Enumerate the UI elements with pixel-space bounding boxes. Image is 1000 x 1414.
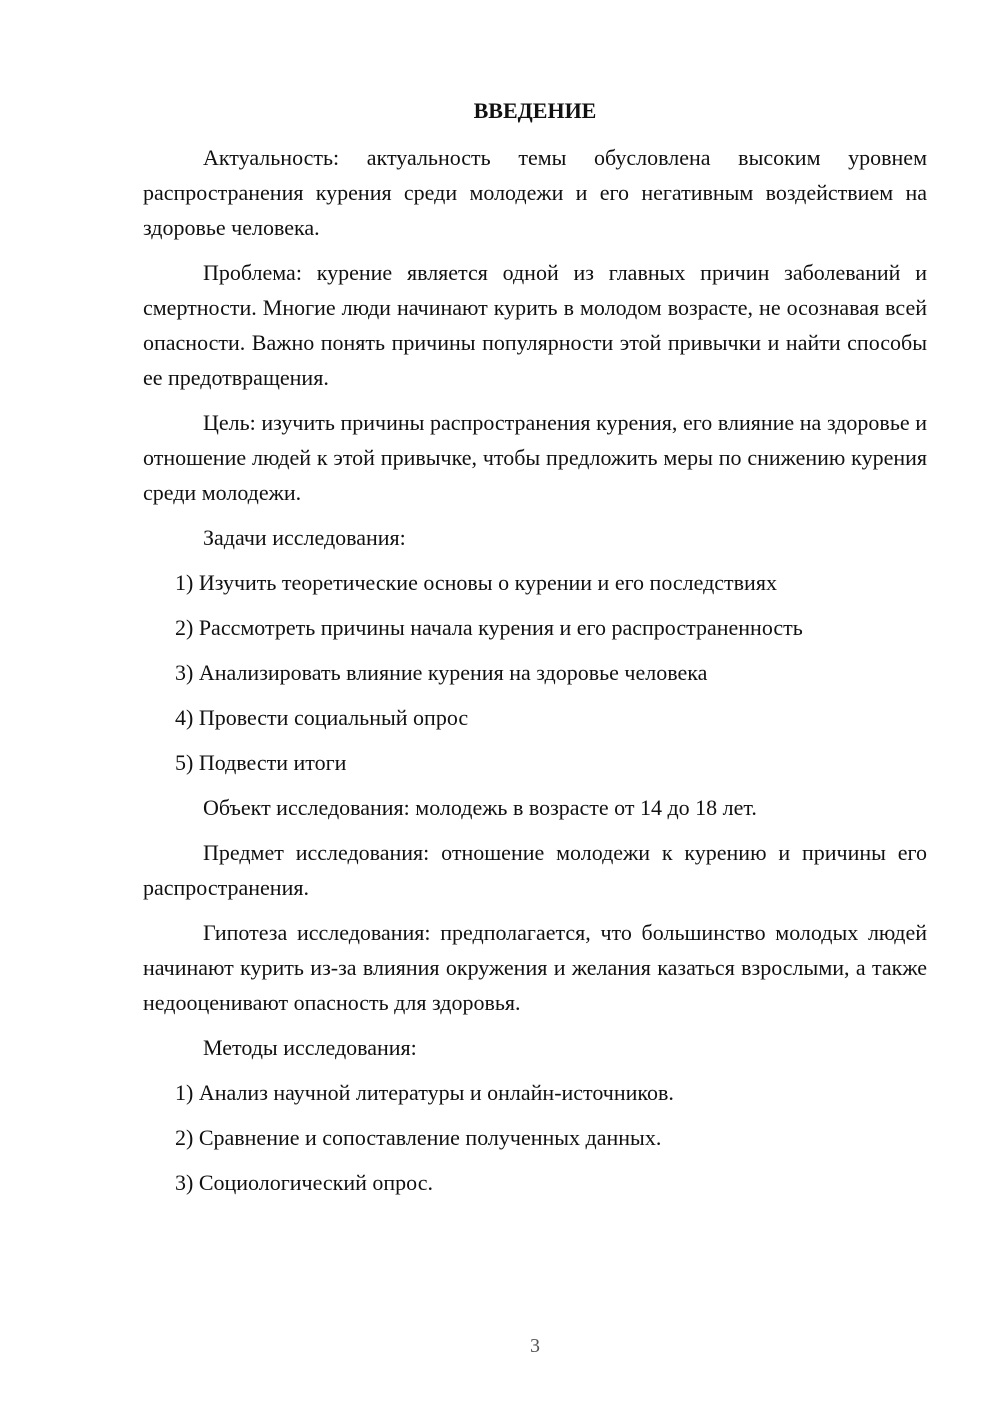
list-item: 4) Провести социальный опрос xyxy=(175,705,469,730)
list-item: 1) Анализ научной литературы и онлайн-источников. xyxy=(175,1080,674,1105)
subject-paragraph: Предмет исследования: отношение молодежи к курению и причины его распространения. xyxy=(143,840,927,900)
page-number: 3 xyxy=(530,1335,540,1357)
hypothesis-paragraph: Гипотеза исследования: предполагается, что большинство молодых людей начинают курить из-за влияния окружения и желания казаться взрослыми, а также недооценивают опасность для здоровья. xyxy=(143,920,927,1015)
tasks-heading: Задачи исследования: xyxy=(203,525,406,550)
goal-paragraph: Цель: изучить причины распространения курения, его влияние на здоровье и отношение людей к этой привычке, чтобы предложить меры по снижению курения среди молодежи. xyxy=(143,410,927,505)
list-item: 3) Анализировать влияние курения на здоровье человека xyxy=(175,660,708,685)
list-item: 2) Рассмотреть причины начала курения и его распространенность xyxy=(175,615,803,640)
list-item: 5) Подвести итоги xyxy=(175,750,347,775)
list-item: 1) Изучить теоретические основы о курении и его последствиях xyxy=(175,570,777,595)
object-paragraph: Объект исследования: молодежь в возрасте от 14 до 18 лет. xyxy=(203,795,757,820)
page-title: ВВЕДЕНИЕ xyxy=(473,98,597,123)
problem-paragraph: Проблема: курение является одной из главных причин заболеваний и смертности. Многие люди начинают курить в молодом возрасте, не осознавая всей опасности. Важно понять причины популярности этой привычки и найти способы ее предотвращения. xyxy=(143,260,927,390)
list-item: 2) Сравнение и сопоставление полученных данных. xyxy=(175,1125,662,1150)
relevance-paragraph: Актуальность: актуальность темы обусловлена высоким уровнем распространения курения среди молодежи и его негативным воздействием на здоровье человека. xyxy=(143,145,927,240)
tasks-list xyxy=(143,565,927,780)
methods-heading: Методы исследования: xyxy=(203,1035,417,1060)
document-body xyxy=(143,96,927,1210)
methods-list xyxy=(143,1075,927,1200)
list-item: 3) Социологический опрос. xyxy=(175,1170,433,1195)
